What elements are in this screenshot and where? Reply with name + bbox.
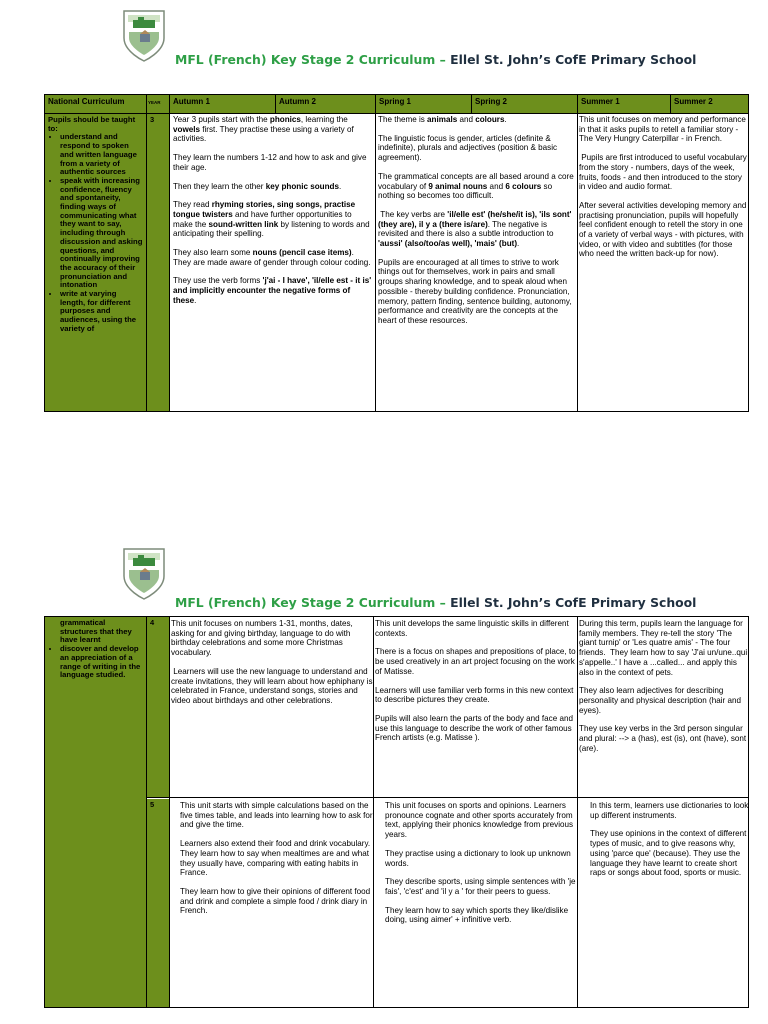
title-dash: –: [439, 595, 446, 610]
school-logo: [120, 8, 168, 64]
table-border: [275, 94, 276, 114]
year4-spring-cell: This unit develops the same linguistic skills in different contexts. There is a focus on shapes and prepositions of place, to be used creatively in an art project focusing on the work of Matisse. Learners will use familiar verb forms in this new context to describe pictures they create. Pupils will also learn the parts of the body and face and use this language to describe the work of other famous French artists (e.g. Matisse ).: [375, 619, 576, 743]
table-border: [471, 94, 472, 114]
table-border: [44, 113, 749, 114]
title-school: Ellel St. John’s CofE Primary School: [450, 52, 697, 67]
table-border: [748, 94, 749, 412]
year3-spring-cell: The theme is animals and colours. The linguistic focus is gender, articles (definite & indefinite), plurals and adjectives (position & basic agreement). The grammatical concepts are all based around a core vocabulary of 9 animal nouns and 6 colours so nothing so becomes too difficult. The key verbs are 'il/elle est' (he/she/it is), 'ils sont' (they are), il y a (there is/are). The negative is revisited and there is also a subtle introduction to 'aussi' (also/too/as well), 'mais' (but). Pupils are encouraged at all times to strive to work things out for themselves, work in pairs and small groups sharing knowledge, and to speak aloud when possible - thereby building confidence. Pronunciation, memory, pattern finding, sentence building, autonomy, performance and creativity are the concepts at the heart of these resources.: [378, 115, 574, 325]
year-4-cell: 4: [147, 617, 169, 798]
year3-summer-cell: This unit focuses on memory and performance in that it asks pupils to retell a familiar story - The Very Hungry Caterpillar - in French. Pupils are first introduced to useful vocabulary from the story - numbers, days of the week, fruits, foods - and then introduced to the story in video and audio format. After several activities developing memory and practising pronunciation, pupils will hopefully feel confident enough to retell the story in one of a variety of verbal ways - with pictures, with video, or with video and subtitles (for those who need the written back-up for now).: [579, 115, 747, 259]
title-dash: –: [439, 52, 446, 67]
header-summer1: Summer 1: [578, 95, 670, 113]
nc-item-cont: grammatical structures that they have learnt: [60, 618, 132, 645]
header-spring1: Spring 1: [376, 95, 471, 113]
year5-spring-cell: This unit focuses on sports and opinions. Learners pronounce cognate and other sports accurately from text, applying their phonics knowledge from previous years. They practise using a dictionary to look up unknown words. They describe sports, using simple sentences with 'je fais', 'c'est' and 'il y a ' for their peers to guess. They learn how to say which sports they like/dislike doing, using aimer' + infinitive verb.: [385, 801, 576, 925]
title-school: Ellel St. John’s CofE Primary School: [450, 595, 697, 610]
year5-summer-cell: In this term, learners use dictionaries to look up different instruments. They use opinions in the context of different types of music, and to give reasons why, using 'parce que' (because). They use the language they have learnt to create short raps or songs about food, sports or music.: [590, 801, 749, 878]
nc-item: • speak with increasing confidence, fluency and spontaneity, finding ways of communicating what they want to say, including through discussion and asking questions, and continually improving the accuracy of their pronunciation and intonation: [60, 177, 143, 290]
nc-item: • understand and respond to spoken and written language from a variety of authentic sources: [60, 133, 143, 177]
year4-autumn-cell: This unit focuses on numbers 1-31, months, dates, asking for and giving birthday, language to do with birthday celebrations and some more Christmas vocabulary. Learners will use the new language to understand and create invitations, they will learn about how ephiphany is celebrated in France, understand songs, stories and video about birthdays and other celebrations.: [171, 619, 373, 705]
header-autumn1: Autumn 1: [170, 95, 275, 113]
table-border: [169, 94, 170, 412]
title-subject: MFL (French) Key Stage 2 Curriculum: [175, 52, 436, 67]
table-border: [375, 94, 376, 412]
table-border: [169, 616, 170, 1008]
table-border: [44, 94, 45, 412]
year-3-cell: 3: [147, 114, 169, 411]
nc-list: [48, 133, 143, 333]
table-border: [146, 94, 147, 412]
year3-autumn-cell: Year 3 pupils start with the phonics, learning the vowels first. They practise these using a variety of activities. They learn the numbers 1-12 and how to ask and give their age. Then they learn the other key phonic sounds. They read rhyming stories, sing songs, practise tongue twisters and have further opportunities to make the sound-written link by listening to words and anticipating their spelling. They also learn some nouns (pencil case items). They are made aware of gender through colour coding. They use the verb forms 'j'ai - I have', 'il/elle est - it is' and implicitly encounter the negative forms of these.: [173, 115, 372, 305]
year-5-cell: 5: [147, 799, 169, 1007]
table-border: [373, 616, 374, 1008]
nc-item: • write at varying length, for different purposes and audiences, using the variety of: [60, 290, 143, 334]
page-title: [175, 52, 696, 67]
nc-list: [48, 619, 143, 680]
table-border: [44, 411, 749, 412]
table-border: [577, 94, 578, 412]
header-national-curriculum: National Curriculum: [45, 95, 146, 113]
year5-autumn-cell: This unit starts with simple calculations based on the five times table, and leads into learning how to ask for and give the time. Learners also extend their food and drink vocabulary. They learn how to say when mealtimes are and what they usually have, comparing with eating habits in France. They learn how to give their opinions of different food and drink and complete a simple food / drink diary in French.: [180, 801, 373, 916]
nc-item: • discover and develop an appreciation of a range of writing in the language studied.: [60, 645, 143, 680]
table-border: [670, 94, 671, 114]
school-logo: [120, 546, 168, 602]
year4-summer-cell: During this term, pupils learn the language for family members. They re-tell the story 'The giant turnip' or 'Les quatre amis' - The four friends. They learn how to say 'J'ai un/une..qui s'appelle..' I have a ...called... and apply this also in the context of pets. They also learn adjectives for describing personality and physical description (hair and eyes). They use key verbs in the 3rd person singular and plural: --> a (has), est (is), ont (have), sont (are).: [579, 619, 748, 753]
header-year: YEAR: [147, 95, 169, 113]
nc-intro: Pupils should be taught to:: [48, 115, 136, 133]
table-border: [44, 616, 45, 1008]
title-subject: MFL (French) Key Stage 2 Curriculum: [175, 595, 436, 610]
table-border: [146, 616, 147, 1008]
page-title: [175, 595, 696, 610]
header-spring2: Spring 2: [472, 95, 577, 113]
table-border: [748, 616, 749, 1008]
national-curriculum-cell: [45, 617, 146, 1007]
table-border: [44, 1007, 749, 1008]
national-curriculum-cell: [45, 114, 146, 411]
table-border: [577, 616, 578, 1008]
header-autumn2: Autumn 2: [276, 95, 375, 113]
table-border: [44, 616, 749, 617]
table-border: [146, 797, 749, 798]
header-summer2: Summer 2: [671, 95, 748, 113]
table-border: [44, 94, 749, 95]
